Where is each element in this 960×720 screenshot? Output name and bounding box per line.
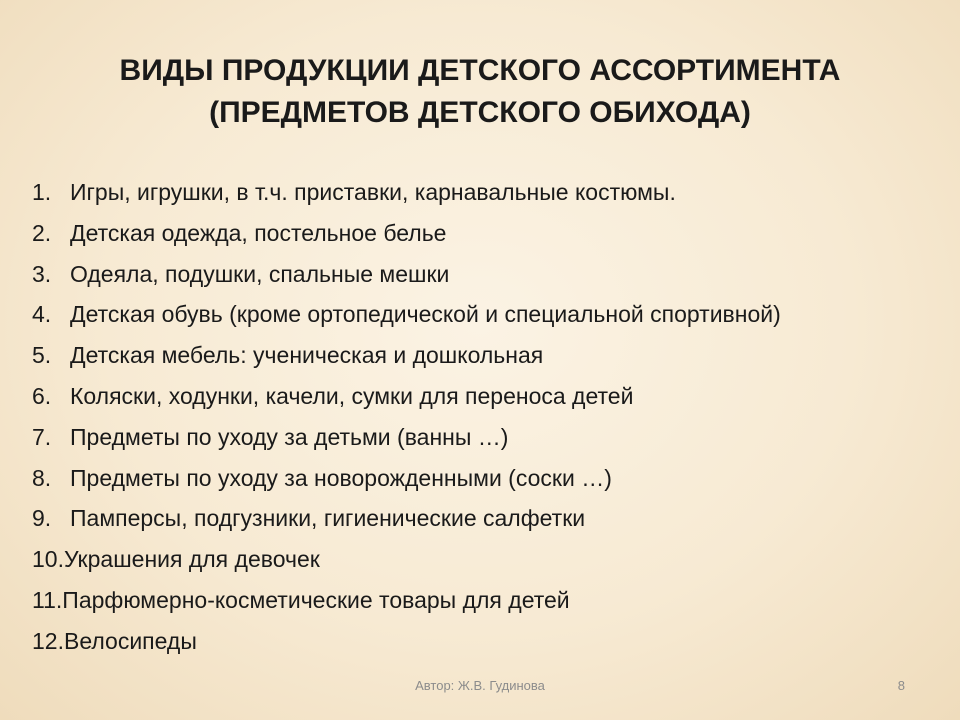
list-item bbox=[32, 213, 932, 254]
list-item-text: Коляски, ходунки, качели, сумки для переноса детей bbox=[70, 382, 634, 409]
slide-title-line-2: (ПРЕДМЕТОВ ДЕТСКОГО ОБИХОДА) bbox=[209, 96, 751, 129]
list-item-number: 9. bbox=[32, 505, 52, 532]
list-item bbox=[32, 335, 932, 376]
list-item bbox=[32, 498, 932, 539]
page-number: 8 bbox=[897, 678, 905, 693]
list-item-text: Игры, игрушки, в т.ч. приставки, карнавальные костюмы. bbox=[70, 179, 676, 205]
slide-title-line-1: ВИДЫ ПРОДУКЦИИ ДЕТСКОГО АССОРТИМЕНТА bbox=[119, 54, 841, 87]
list-item-number: 1. bbox=[32, 179, 52, 205]
list-item-text: Предметы по уходу за новорожденными (соски …) bbox=[70, 464, 612, 491]
numbered-list bbox=[32, 172, 932, 662]
list-item bbox=[32, 417, 932, 458]
list-item-number: 3. bbox=[32, 260, 52, 287]
list-item-number: 5. bbox=[32, 342, 52, 369]
list-item-number: 6. bbox=[32, 382, 52, 409]
footer-author: Автор: Ж.В. Гудинова bbox=[415, 678, 545, 693]
list-item-number: 4. bbox=[32, 301, 52, 328]
list-item bbox=[32, 621, 932, 662]
list-item bbox=[32, 254, 932, 295]
list-item-number: 12. bbox=[32, 627, 64, 654]
list-item bbox=[32, 458, 932, 499]
list-item-text: Памперсы, подгузники, гигиенические салфетки bbox=[70, 505, 586, 532]
list-item-number: 10. bbox=[32, 546, 64, 573]
list-item-number: 7. bbox=[32, 423, 52, 450]
list-item-number: 11. bbox=[32, 586, 63, 613]
list-item bbox=[32, 294, 932, 335]
list-item-text: Детская обувь (кроме ортопедической и специальной спортивной) bbox=[70, 301, 781, 328]
list-item bbox=[32, 580, 932, 621]
list-item-number: 8. bbox=[32, 464, 52, 491]
list-item-text: Парфюмерно-косметические товары для детей bbox=[62, 586, 570, 613]
list-item bbox=[32, 172, 932, 213]
list-item-text: Детская одежда, постельное белье bbox=[70, 219, 447, 246]
list-item-number: 2. bbox=[32, 219, 52, 246]
list-item-text: Украшения для девочек bbox=[63, 546, 320, 573]
list-item-text: Детская мебель: ученическая и дошкольная bbox=[70, 342, 544, 369]
slide-title bbox=[40, 50, 920, 134]
list-item-text: Предметы по уходу за детьми (ванны …) bbox=[70, 423, 509, 450]
list-item-text: Одеяла, подушки, спальные мешки bbox=[70, 260, 450, 287]
list-item-text: Велосипеды bbox=[63, 627, 197, 654]
list-item bbox=[32, 376, 932, 417]
list-item bbox=[32, 539, 932, 580]
